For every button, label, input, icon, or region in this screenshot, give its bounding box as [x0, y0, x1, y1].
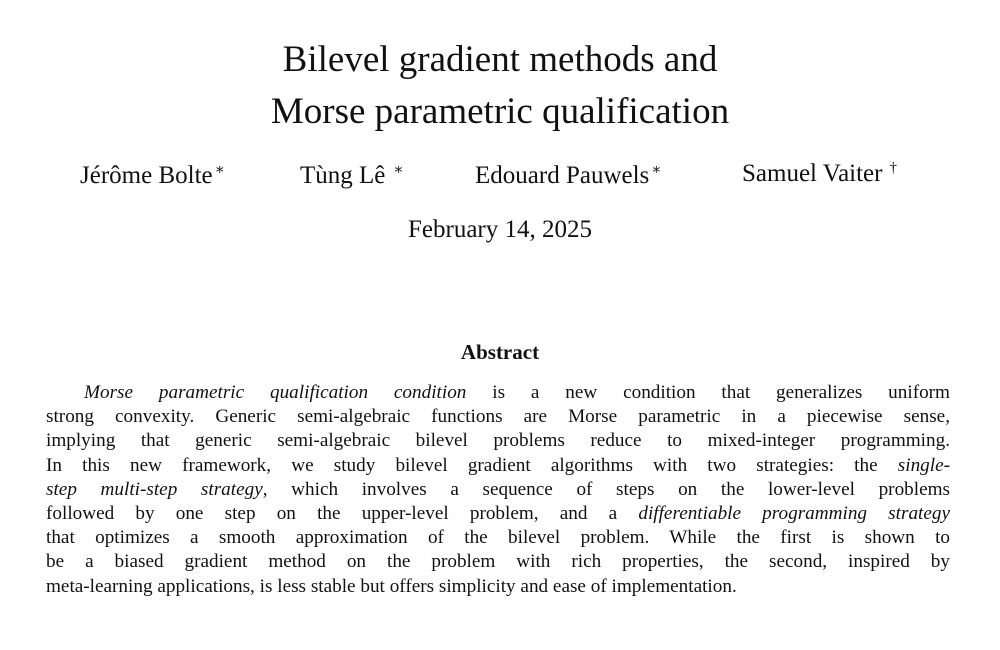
abstract-emphasis: differentiable programming strategy — [638, 502, 951, 524]
author-name: Edouard Pauwels — [475, 162, 650, 189]
title-line-2: Morse parametric qualification — [270, 91, 730, 132]
paper-title — [0, 34, 1000, 138]
author-name: Jérôme Bolte — [80, 162, 213, 189]
abstract-line — [46, 405, 950, 429]
abstract-text: followed by one step on the upper-level problem, and a — [46, 502, 639, 524]
abstract-line — [46, 429, 950, 453]
abstract-text: that optimizes a smooth approximation of the bilevel problem. While the first is shown to — [46, 527, 950, 549]
abstract-body — [46, 381, 950, 599]
abstract-line — [46, 478, 950, 502]
abstract-text: is a new condition that generalizes uniform — [466, 382, 950, 403]
abstract-heading: Abstract — [460, 340, 540, 364]
abstract-text: strong convexity. Generic semi-algebraic functions are Morse parametric in a piecewise sense, — [46, 406, 950, 428]
abstract-line — [46, 454, 950, 478]
abstract-text: implying that generic semi-algebraic bilevel problems reduce to mixed-integer programming. — [46, 430, 950, 452]
author-name: Tùng Lê — [300, 162, 386, 189]
abstract-line — [46, 502, 950, 526]
abstract-text: , which involves a sequence of steps on the lower-level problems — [262, 478, 950, 500]
publication-date: February 14, 2025 — [408, 216, 592, 243]
author-list — [0, 160, 1000, 196]
affiliation-mark: ∗ — [393, 162, 404, 178]
affiliation-mark: ∗ — [214, 162, 225, 178]
author-bolte — [80, 160, 225, 190]
abstract-line — [46, 526, 950, 550]
abstract-emphasis: step multi-step strategy — [46, 478, 263, 500]
author-pauwels — [475, 160, 661, 190]
author-name: Samuel Vaiter — [742, 160, 883, 187]
abstract-emphasis: Morse parametric qualification condition — [84, 382, 467, 403]
author-le — [300, 160, 404, 190]
abstract-text: meta-learning applications, is less stable but offers simplicity and ease of implementation. — [46, 575, 737, 597]
abstract-line — [46, 381, 950, 405]
abstract-line — [46, 575, 950, 599]
affiliation-mark: ∗ — [651, 162, 662, 178]
title-line-1: Bilevel gradient methods and — [282, 39, 718, 80]
author-vaiter — [742, 160, 897, 188]
abstract-text: In this new framework, we study bilevel gradient algorithms with two strategies: the — [46, 454, 898, 476]
affiliation-mark: † — [889, 160, 897, 176]
abstract-text: be a biased gradient method on the problem with rich properties, the second, inspired by — [46, 551, 950, 573]
abstract-emphasis: single- — [897, 454, 950, 476]
abstract-line — [46, 550, 950, 574]
